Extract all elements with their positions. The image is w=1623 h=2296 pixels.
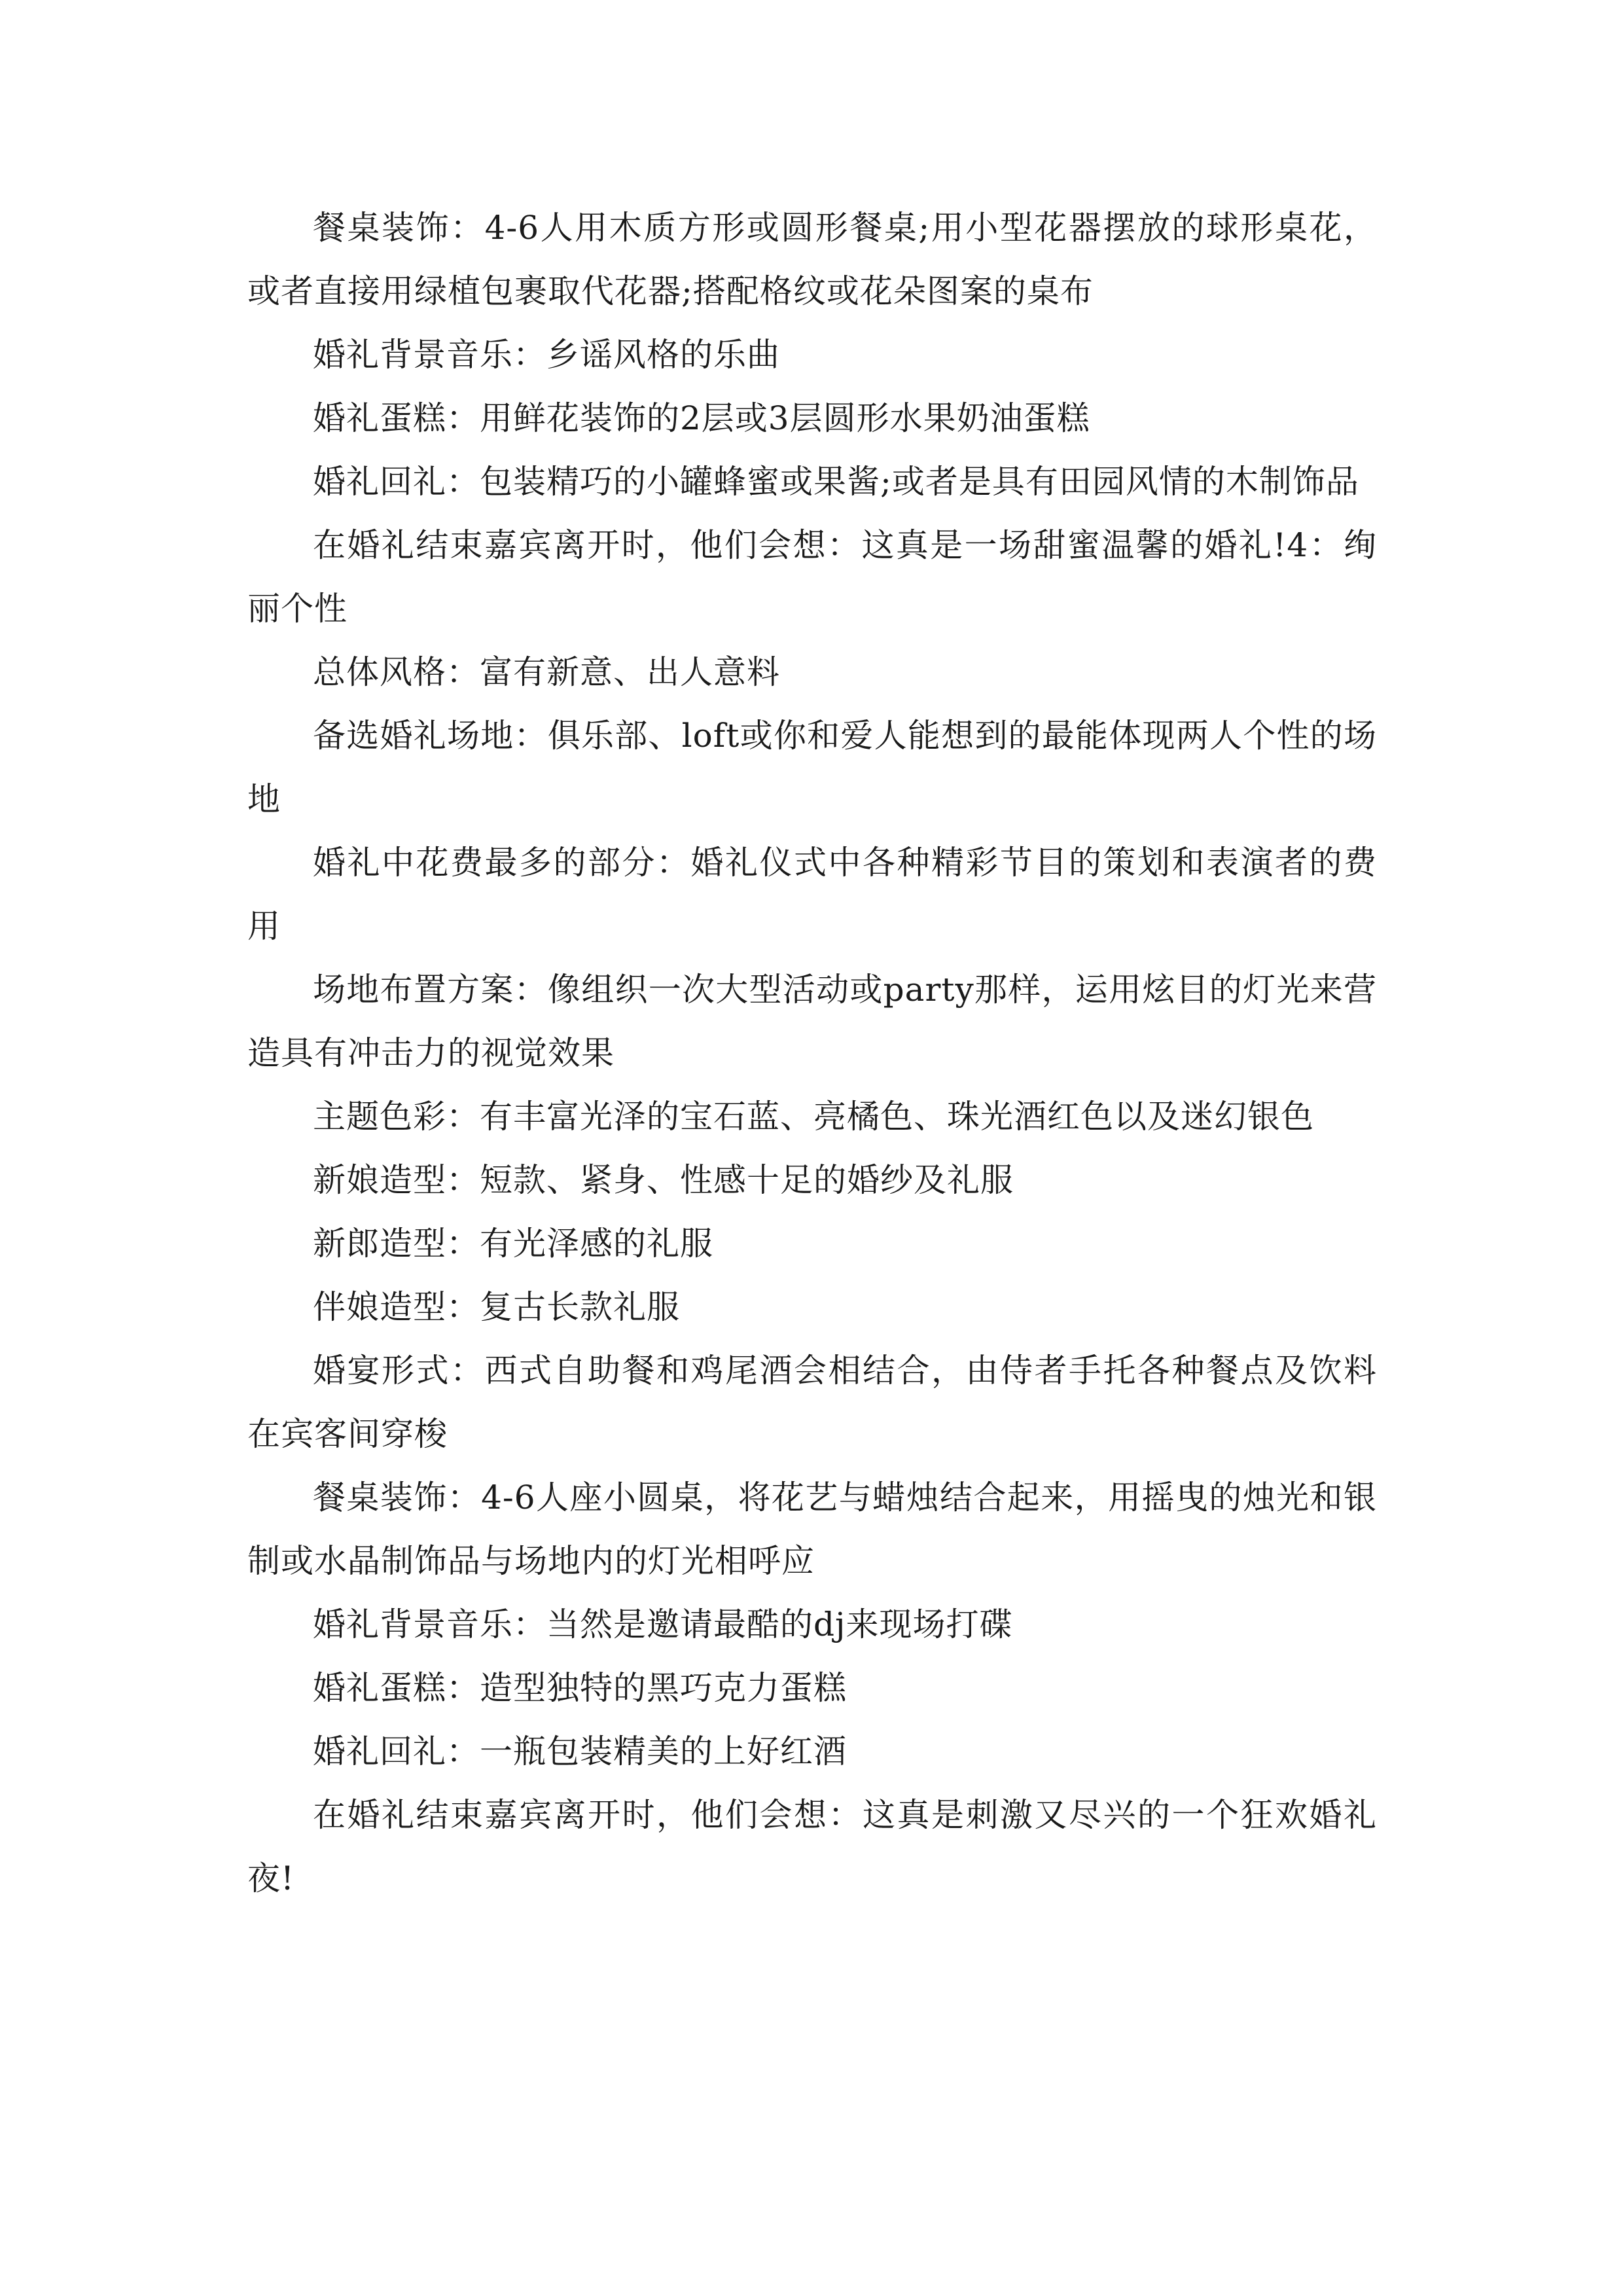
paragraph-bridesmaid-look: 伴娘造型：复古长款礼服 <box>313 1288 680 1326</box>
paragraph-overall-style: 总体风格：富有新意、出人意料 <box>313 653 780 691</box>
paragraph-music-party: 婚礼背景音乐：当然是邀请最酷的dj来现场打碟 <box>313 1605 1013 1643</box>
paragraph-bride-look: 新娘造型：短款、紧身、性感十足的婚纱及礼服 <box>313 1161 1014 1199</box>
paragraph-banquet-format: 婚宴形式：西式自助餐和鸡尾酒会相结合，由侍者手托各种餐点及饮料在宾客间穿梭 <box>247 1352 1377 1453</box>
paragraph-biggest-cost: 婚礼中花费最多的部分：婚礼仪式中各种精彩节目的策划和表演者的费用 <box>247 844 1377 945</box>
paragraph-table-decor-rustic: 餐桌装饰：4-6人用木质方形或圆形餐桌;用小型花器摆放的球形桌花，或者直接用绿植包裹取代花器;搭配格纹或花朵图案的桌布 <box>247 209 1377 310</box>
paragraph-cake-party: 婚礼蛋糕：造型独特的黑巧克力蛋糕 <box>313 1669 847 1707</box>
paragraph-music-rustic: 婚礼背景音乐：乡谣风格的乐曲 <box>313 336 780 374</box>
paragraph-theme-colors: 主题色彩：有丰富光泽的宝石蓝、亮橘色、珠光酒红色以及迷幻银色 <box>313 1098 1314 1136</box>
paragraph-venue-layout: 场地布置方案：像组织一次大型活动或party那样，运用炫目的灯光来营造具有冲击力的视觉效果 <box>247 971 1377 1072</box>
paragraph-gift-rustic: 婚礼回礼：包装精巧的小罐蜂蜜或果酱;或者是具有田园风情的木制饰品 <box>313 463 1359 501</box>
paragraph-guest-thought-rustic: 在婚礼结束嘉宾离开时，他们会想：这真是一场甜蜜温馨的婚礼!4：绚丽个性 <box>247 526 1377 628</box>
paragraph-venue-options: 备选婚礼场地：俱乐部、loft或你和爱人能想到的最能体现两人个性的场地 <box>247 717 1377 818</box>
paragraph-gift-party: 婚礼回礼：一瓶包装精美的上好红酒 <box>313 1732 847 1770</box>
paragraph-groom-look: 新郎造型：有光泽感的礼服 <box>313 1225 713 1263</box>
paragraph-cake-rustic: 婚礼蛋糕：用鲜花装饰的2层或3层圆形水果奶油蛋糕 <box>313 399 1090 437</box>
paragraph-guest-thought-party: 在婚礼结束嘉宾离开时，他们会想：这真是刺激又尽兴的一个狂欢婚礼夜! <box>247 1796 1377 1897</box>
document-body <box>247 196 1377 1910</box>
paragraph-table-decor-party: 餐桌装饰：4-6人座小圆桌，将花艺与蜡烛结合起来，用摇曳的烛光和银制或水晶制饰品与场地内的灯光相呼应 <box>247 1479 1377 1580</box>
